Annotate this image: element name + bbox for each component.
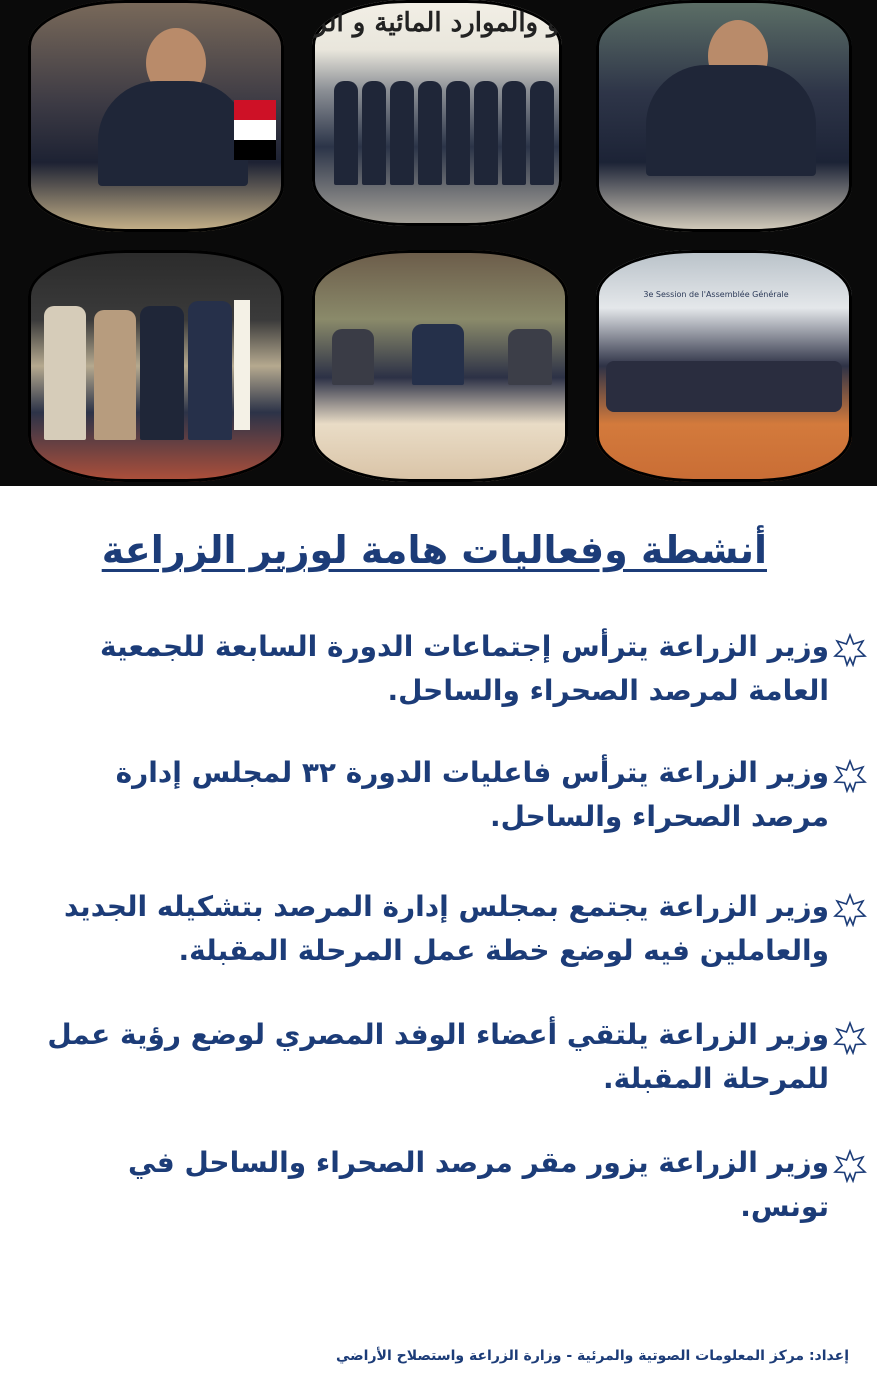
list-item-text: وزير الزراعة يترأس فاعليات الدورة ٣٢ لمجلس إدارة مرصد الصحراء والساحل. — [115, 756, 829, 833]
person-figure — [508, 329, 552, 385]
person-figure — [332, 329, 374, 385]
person-figure — [646, 65, 816, 176]
person-figure — [362, 81, 386, 185]
person-figure — [418, 81, 442, 185]
flag-pole-icon — [234, 300, 250, 430]
list-item-text: وزير الزراعة يزور مقر مرصد الصحراء والساحل في تونس. — [128, 1146, 829, 1223]
person-figure — [412, 324, 464, 384]
person-figure — [502, 81, 526, 185]
list-item — [7, 751, 867, 839]
person-figure — [140, 306, 184, 441]
person-figure — [334, 81, 358, 185]
photo-four-officials — [28, 250, 284, 482]
list-item-text: وزير الزراعة يجتمع بمجلس إدارة المرصد بتشكيله الجديد والعاملين فيه لوضع خطة عمل المرحلة المقبلة. — [64, 890, 829, 967]
photo-conference-panel — [312, 250, 568, 482]
list-item-text: وزير الزراعة يلتقي أعضاء الوفد المصري لوضع رؤية عمل للمرحلة المقبلة. — [47, 1018, 829, 1095]
building-wall-text: و والموارد المائية و الر — [314, 8, 560, 38]
photo-minister-signing — [596, 0, 852, 232]
star-bullet-icon — [833, 1021, 867, 1055]
person-figure — [98, 81, 248, 185]
star-bullet-icon — [833, 1149, 867, 1183]
person-figure — [390, 81, 414, 185]
photo-group-at-building — [312, 0, 562, 226]
assembly-banner-text: 3e Session de l'Assemblée Générale — [643, 290, 789, 299]
group-figure — [606, 361, 842, 412]
egypt-flag-icon — [234, 100, 276, 160]
star-bullet-icon — [833, 893, 867, 927]
person-figure — [446, 81, 470, 185]
photo-collage — [0, 0, 877, 486]
person-figure — [94, 310, 136, 440]
list-item — [7, 1141, 867, 1229]
person-figure — [474, 81, 498, 185]
list-item — [7, 1013, 867, 1101]
person-figure — [44, 306, 86, 441]
list-item — [7, 885, 867, 973]
list-item-text: وزير الزراعة يترأس إجتماعات الدورة السابعة للجمعية العامة لمرصد الصحراء والساحل. — [99, 630, 829, 707]
photo-general-assembly-group — [596, 250, 852, 482]
star-bullet-icon — [833, 759, 867, 793]
list-item — [7, 625, 867, 713]
page-title: أنشطة وفعاليات هامة لوزير الزراعة — [101, 528, 767, 572]
person-figure — [188, 301, 232, 440]
star-bullet-icon — [833, 633, 867, 667]
person-figure — [530, 81, 554, 185]
photo-minister-at-desk — [28, 0, 284, 232]
footer-credit: إعداد: مركز المعلومات الصوتية والمرئية - وزارة الزراعة واستصلاح الأراضي — [335, 1348, 849, 1364]
